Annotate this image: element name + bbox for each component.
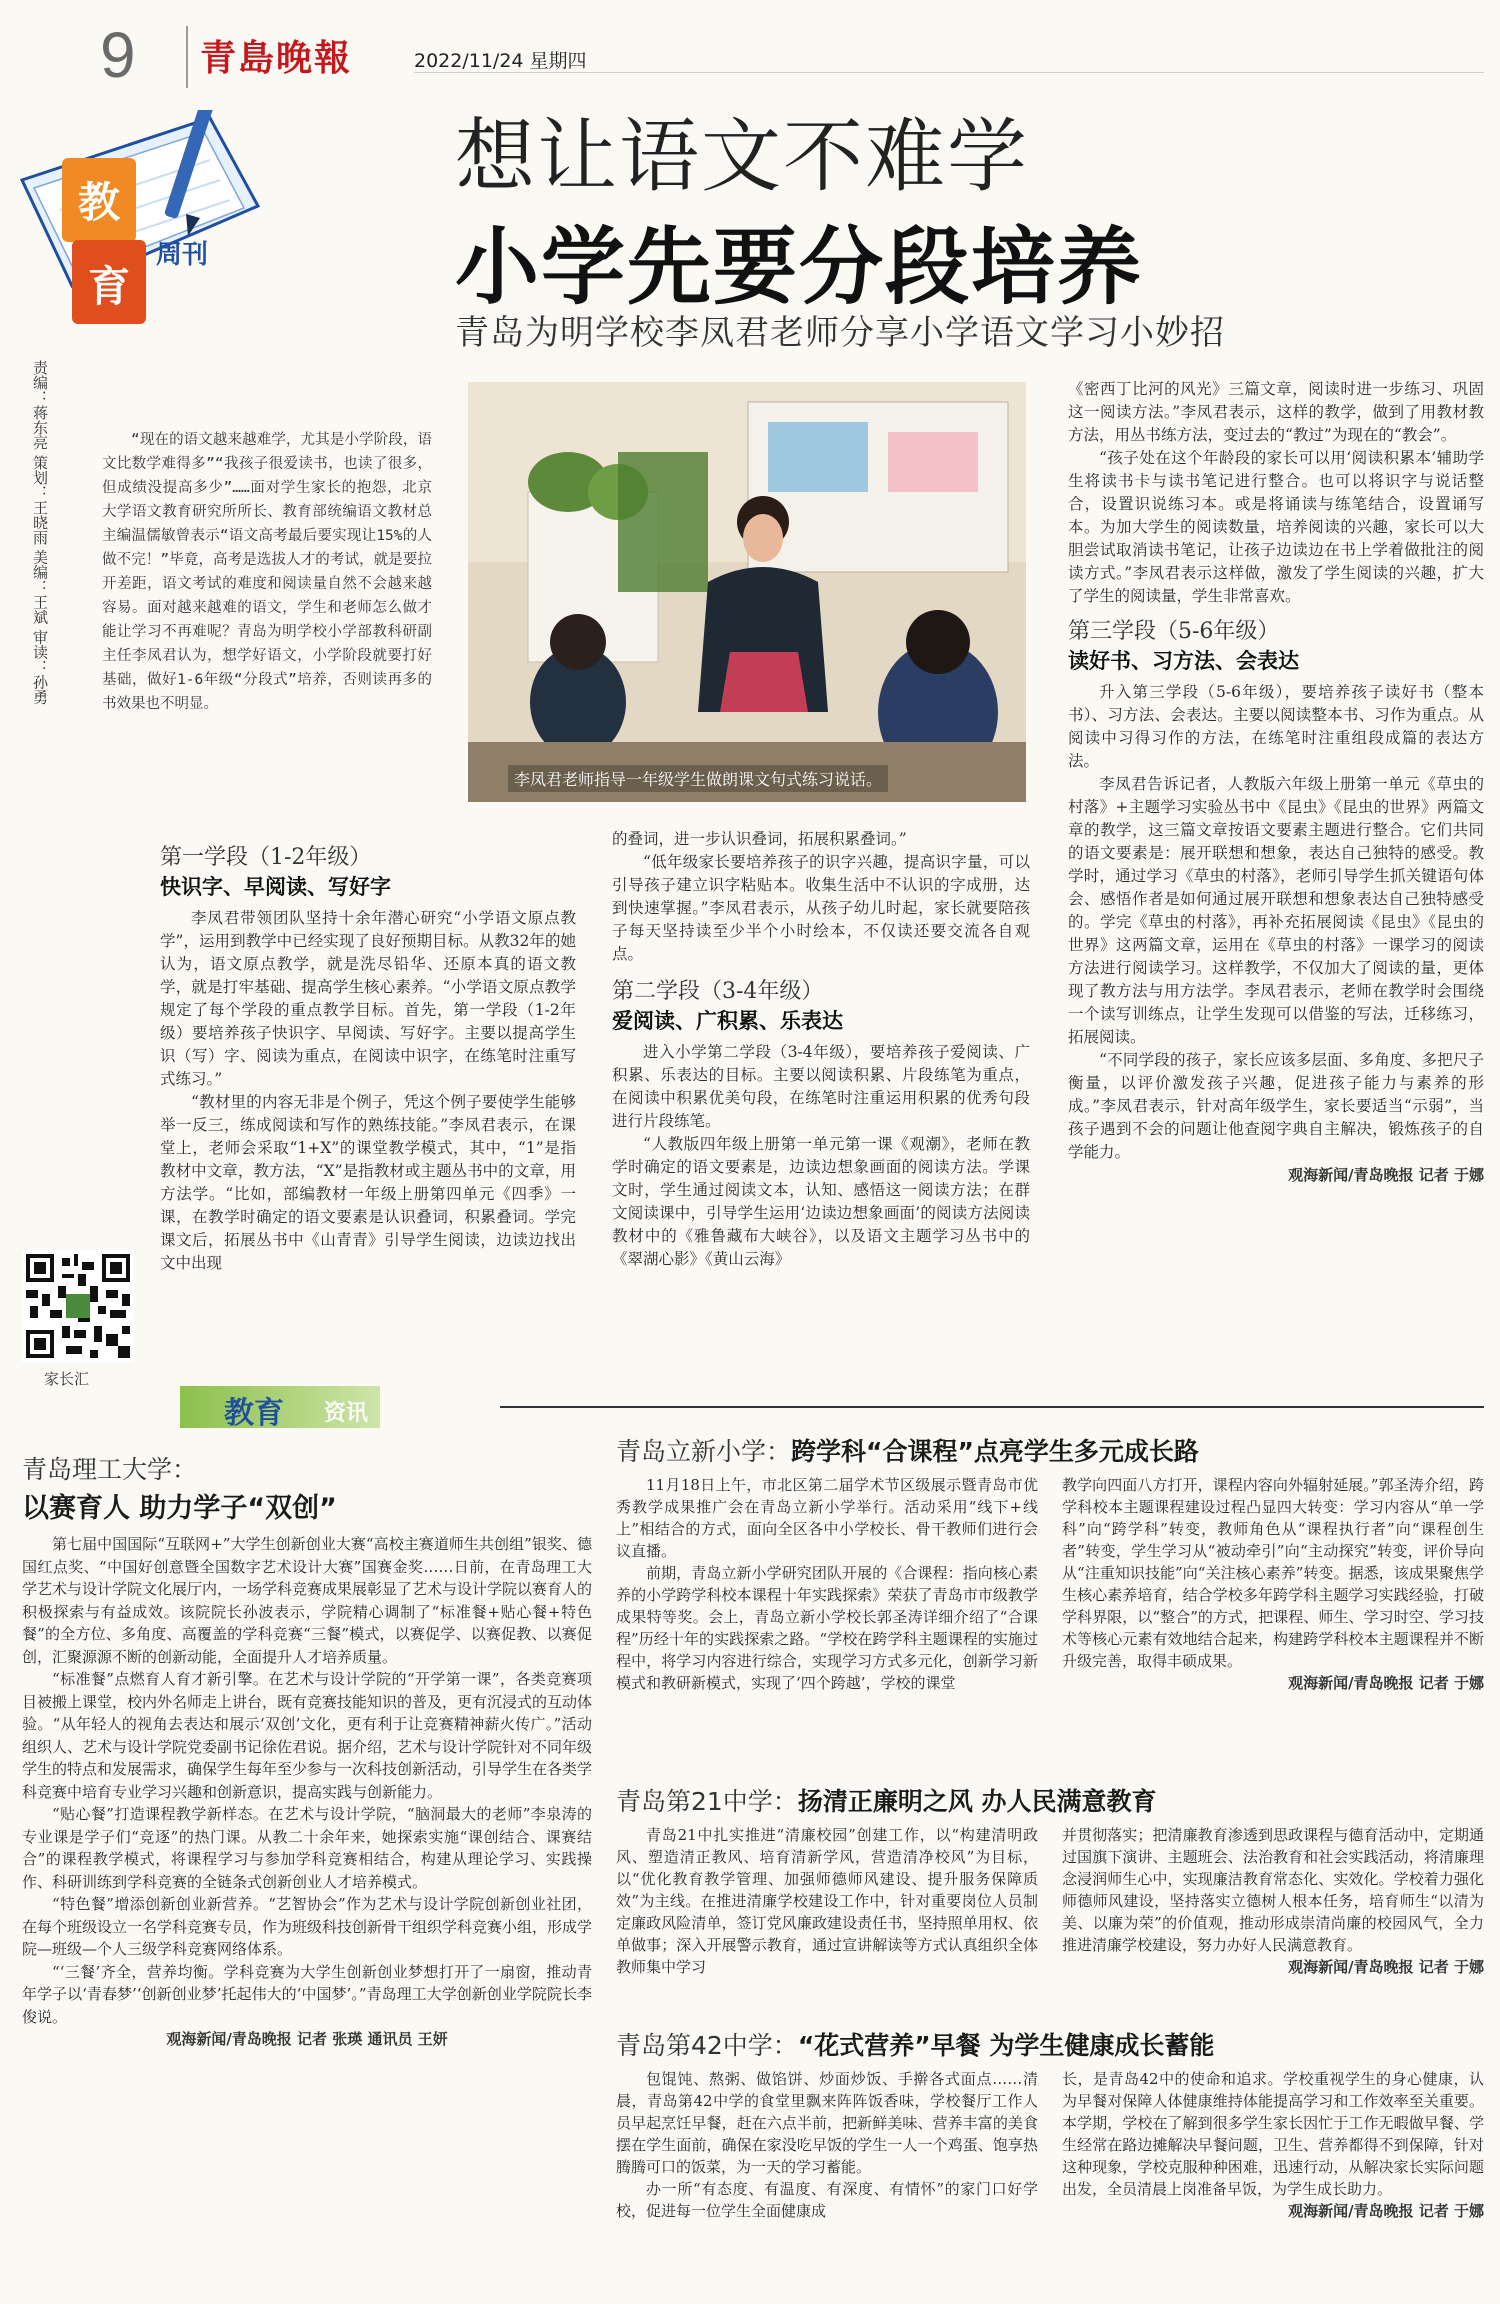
s2-continuation-paragraph: 《密西丁比河的风光》三篇文章，阅读时进一步练习、巩固这一阅读方法。”李凤君表示，这样的教学，做到了用教材教方法，用丛书练方法，变过去的“教过”为现在的“教会”。 [1068,380,1484,444]
dateline: 2022/11/24 星期四 [414,50,587,72]
article1-prefix: 青岛理工大学： [22,1455,198,1484]
article1-paragraph-2: “标准餐”点燃育人育才新引擎。在艺术与设计学院的“开学第一课”，各类竞赛项目被搬上课堂，校内外名师走上讲台，既有竞赛技能知识的普及，更有沉浸式的互动体验。“从年轻人的视角去表达和展示‘双创’文化，更有利于让竞赛精神薪火传广。”活动组织人、艺术与设计学院党委副书记徐佐君说。据介绍，艺术与设计学院针对不同年级学生的特点和发展需求，确保学生每年至少参与一次科技创新活动，引导学生在各类学科竞赛中培育专业学习兴趣和创新意识，提高实践与创新能力。 [22,1670,593,1801]
article2-paragraph-2: 前期，青岛立新小学研究团队开展的《合课程：指向核心素养的小学跨学科校本课程十年实践探索》荣获了青岛市市级教学成果特等奖。会上，青岛立新小学校长郭圣涛详细介绍了“合课程”历经十年的实践探索之路。“学校在跨学科主题课程的实施过程中，将学习内容进行综合，实现学习方式多元化，创新学习新模式和教研新模式，实现了‘四个跨越’，学校的课堂 [616,1564,1038,1692]
section3-heading: 读好书、习方法、会表达 [1068,649,1299,673]
section2-heading: 爱阅读、广积累、乐表达 [612,1009,843,1033]
article1-title: 以赛育人 助力学子“双创” [22,1493,337,1524]
article-column-2 [612,828,1030,1271]
band-rule [500,1406,1484,1408]
article1-paragraph-4: “特色餐”增添创新创业新营养。“艺智协会”作为艺术与设计学院创新创业社团，在每个班级设立一名学科竞赛专员，作为班级科技创新骨干组织学科竞赛小组，形成学院—班级—个人三级学科竞赛网络体系。 [22,1895,593,1958]
article2-paragraph-3: 教学向四面八方打开，课程内容向外辐射延展。”郭圣涛介绍，跨学科校本主题课程建设过程凸显四大转变：学习内容从“单一学科”向“跨学科”转变，教师角色从“课程执行者”向“课程创生者”转变，学生学习从“被动牵引”向“主动探究”转变，评价导向从“注重知识技能”向“关注核心素养”转变。据悉，该成果聚焦学生核心素养培育，结合学校多年跨学科主题学习实践经验，打破学科界限，以“整合”的方式，把课程、师生、学习时空、学习技术等核心元素有效地结合起来，构建跨学科校本主题课程并不断升级完善，取得丰硕成果。 [1062,1476,1484,1670]
qr-code-icon [22,1250,134,1362]
article4-body [616,2068,1484,2222]
article4-col-left [616,2068,1038,2222]
qr-label: 家长汇 [44,1370,90,1388]
article3-heading [616,1782,1484,1818]
article4-paragraph-2: 办一所“有态度、有温度、有深度、有情怀”的家门口好学校，促进每一位学生全面健康成 [616,2180,1038,2220]
article2-body [616,1474,1484,1694]
header-divider [186,26,188,88]
article2-prefix: 青岛立新小学： [616,1437,792,1466]
s1-continuation-paragraph: 的叠词，进一步认识叠词，拓展积累叠词。” [612,830,907,848]
band-subtitle: 资讯 [324,1401,369,1426]
s1-paragraph-2: “教材里的内容无非是个例子，凭这个例子要使学生能够举一反三，练成阅读和写作的熟练技能。”李凤君表示，在课堂上，老师会采取“1+X”的课堂教学模式，其中，“1”是指教材中文章，教方法，“X”是指教材或主题丛书中的文章，用方法学。“比如，部编教材一年级上册第四单元《四季》一课，在教学时确定的语文要素是认识叠词，积累叠词。学完课文后，拓展丛书中《山青青》引导学生阅读，边读边找出文中出现 [160,1093,576,1272]
news-article-3 [616,1782,1484,1978]
qr-code[interactable] [22,1250,134,1362]
article-byline: 观海新闻/青岛晚报 记者 于娜 [1288,1166,1484,1184]
editor-credits: 责编：蒋东亮 策划：王晓雨 美编：王斌 审读：孙勇 [31,360,49,705]
article3-title: 扬清正廉明之风 办人民满意教育 [797,1787,1157,1816]
section1-label: 第一学段（1-2年级） [160,845,372,870]
article3-paragraph-1: 青岛21中扎实推进“清廉校园”创建工作，以“构建清明政风、塑造清正教风、培育清新学风，营造清净校风”为目标，以“优化教育教学管理、加强师德师风建设、提升服务保障质效”为主线。在推进清廉学校建设工作中，针对重要岗位人员制定廉政风险清单，签订党风廉政建设责任书，坚持照单用权、依单做事；深入开展警示教育，通过宣讲解读等方式认真组织全体教师集中学习 [616,1826,1038,1976]
article2-col-right [1062,1474,1484,1694]
article3-body [616,1824,1484,1978]
article3-paragraph-2: 并贯彻落实；把清廉教育渗透到思政课程与德育活动中，定期通过国旗下演讲、主题班会、法治教育和社会实践活动，将清廉理念浸润师生心中，实现廉洁教育常态化、实效化。学校着力强化师德师风建设，坚持落实立德树人根本任务，培育师生“以清为美、以廉为荣”的价值观，推动形成崇清尚廉的校园风气，全力推进清廉学校建设，努力办好人民满意教育。 [1062,1826,1484,1954]
s1-paragraph-1: 李凤君带领团队坚持十余年潜心研究“小学语文原点教学”，运用到教学中已经实现了良好预期目标。从教32年的她认为，语文原点教学，就是洗尽铅华、还原本真的语文教学，就是打牢基础、提高学生核心素养。“小学语文原点教学规定了每个学段的重点教学目标。首先，第一学段（1-2年级）要培养孩子快识字、早阅读、写好字。主要以提高学生识（写）字、阅读为重点，在阅读中识字，在练笔时注重写式练习。” [160,909,576,1088]
article4-byline: 观海新闻/青岛晚报 记者 于娜 [1288,2202,1484,2220]
article4-title: “花式营养”早餐 为学生健康成长蓄能 [797,2031,1215,2060]
masthead: 青島晚報 [200,37,353,79]
s2-paragraph-1: 进入小学第二学段（3-4年级），要培养孩子爱阅读、广积累、乐表达的目标。主要以阅读积累、片段练笔为重点，在阅读中积累优美句段，在练笔时注重运用积累的优秀句段进行片段练笔。 [612,1043,1030,1130]
s2-paragraph-2: “人教版四年级上册第一单元第一课《观潮》，老师在教学时确定的语文要素是，边读边想象画面的阅读方法。学课文时，学生通过阅读文本，认知、感悟这一阅读方法；在群文阅读课中，引导学生运用‘边读边想象画面’的阅读方法阅读教材中的《雅鲁藏布大峡谷》，以及语文主题学习丛书中的《翠湖心影》《黄山云海》 [612,1135,1030,1268]
article4-paragraph-1: 包馄饨、熬粥、做馅饼、炒面炒饭、手擀各式面点……清晨，青岛第42中学的食堂里飘来阵阵饭香味，学校餐厅工作人员早起烹饪早餐，赶在六点半前，把新鲜美味、营养丰富的美食摆在学生面前，确保在家没吃早饭的学生一人一个鸡蛋、饱享热腾腾可口的饭菜，为一天的学习蓄能。 [616,2070,1038,2176]
s3-paragraph-1: 升入第三学段（5-6年级），要培养孩子读好书（整本书）、习方法、会表达。主要以阅读整本书、习作为重点。从阅读中习得习作的方法，在练笔时注重组段成篇的表达方法。 [1068,683,1484,770]
news-article-2 [616,1432,1484,1694]
education-news-band [180,1386,1484,1431]
article3-col-left [616,1824,1038,1978]
notebook-pen-icon [14,110,274,360]
logo-weekly: 周刊 [156,240,209,270]
classroom-photo-image [468,382,1026,802]
article2-heading [616,1432,1484,1468]
headline-line2: 小学先要分段培养 [455,218,1144,316]
article1-byline: 观海新闻/青岛晚报 记者 张瑛 通讯员 王妍 [166,2030,448,2048]
news-article-4 [616,2026,1484,2222]
logo-char-yu: 育 [88,262,131,311]
classroom-photo [468,382,1026,802]
section3-label: 第三学段（5-6年级） [1068,619,1280,644]
header-rule [414,72,1484,73]
article1-paragraph-5: “‘三餐’齐全，营养均衡。学科竞赛为大学生创新创业梦想打开了一扇窗，推动青年学子以‘青春梦’‘创新创业梦’托起伟大的‘中国梦’。”青岛理工大学创新创业学院院长李俊说。 [22,1962,592,2026]
article3-prefix: 青岛第21中学： [616,1787,798,1816]
article-column-1 [160,840,576,1275]
article1-paragraph-1: 第七届中国国际“互联网+”大学生创新创业大赛“高校主赛道师生共创组”银奖、德国红点奖、“中国好创意暨全国数字艺术设计大赛”国赛金奖……日前，在青岛理工大学艺术与设计学院文化展厅内，一场学科竞赛成果展彰显了艺术与设计学院以赛育人的积极探索与有益成效。该院院长孙波表示，学院精心调制了“标准餐+贴心餐+特色餐”的全方位、多角度、高覆盖的学科竞赛“三餐”模式，以赛促学、以赛促教、以赛促创，汇聚源源不断的创新动能，全面提升人才培养质量。 [22,1535,593,1666]
article-column-right-top [1068,378,1484,1185]
article2-title: 跨学科“合课程”点亮学生多元成长路 [791,1437,1199,1466]
intro-paragraph: “现在的语文越来越难学，尤其是小学阶段，语文比数学难得多”“我孩子很爱读书，也读了很多，但成绩没提高多少”……面对学生家长的抱怨，北京大学语文教育研究所所长、教育部统编语文教材总主编温儒敏曾表示“语文高考最后要实现让15%的人做不完！”毕竟，高考是选拔人才的考试，就是要拉开差距，语文考试的难度和阅读量自然不会越来越容易。面对越来越难的语文，学生和老师怎么做才能让学习不再难呢？青岛为明学校小学部教科研副主任李凤君认为，想学好语文，小学阶段就要打好基础，做好1-6年级“分段式”培养，否则读再多的书效果也不明显。 [102,432,432,712]
article3-byline: 观海新闻/青岛晚报 记者 于娜 [1288,1958,1484,1976]
article4-prefix: 青岛第42中学： [616,2031,798,2060]
article2-byline: 观海新闻/青岛晚报 记者 于娜 [1288,1674,1484,1692]
news-article-1 [22,1450,592,2049]
article1-paragraph-3: “贴心餐”打造课程教学新样态。在艺术与设计学院，“脑洞最大的老师”李泉涛的专业课是学子们“竞逐”的热门课。从教二十余年来，她探索实施“课创结合、课赛结合”的课程教学模式，将课程学习与参加学科竞赛相结合，构建从理论学习、实践操作、科研训练到学科竞赛的全链条式创新创业人才培养模式。 [22,1805,592,1891]
s2-paragraph-4: “孩子处在这个年龄段的家长可以用‘阅读积累本’辅助学生将读书卡与读书笔记进行整合。也可以将识字与说话整合，设置识说练习本。或是将诵读与练笔结合，设置诵写本。为加大学生的阅读数量，培养阅读的兴趣，家长可以大胆尝试取消读书笔记，让孩子边读边在书上学着做批注的阅读方式。”李凤君表示这样做，激发了学生阅读的兴趣，扩大了学生的阅读量，学生非常喜欢。 [1068,449,1484,605]
photo-caption: 李凤君老师指导一年级学生做朗课文句式练习说话。 [508,765,888,792]
s3-paragraph-2: 李凤君告诉记者，人教版六年级上册第一单元《草虫的村落》+主题学习实验丛书中《昆虫》《昆虫的世界》两篇文章的教学，这三篇文章按语文要素主题进行整合。它们共同的语文要素是：展开联想和想象，表达自己独特的感受。教学时，通过学习《草虫的村落》，老师引导学生抓关键语句体会、感悟作者是如何通过展开联想和想象表达自己独特感受的。学完《草虫的村落》，再补充拓展阅读《昆虫》《昆虫的世界》这两篇文章，运用在《草虫的村落》一课学习的阅读方法进行阅读学习。这样教学，不仅加大了阅读的量，更体现了教方法与用方法学。李凤君表示，老师在教学时会围绕一个读写训练点，让学生发现可以借鉴的写法，迁移练习，拓展阅读。 [1068,775,1484,1046]
article3-col-right [1062,1824,1484,1978]
logo-char-jiao: 教 [78,178,121,227]
s1-paragraph-4: “低年级家长要培养孩子的识字兴趣，提高识字量，可以引导孩子建立识字粘贴本。收集生活中不认识的字成册，达到快速掌握。”李凤君表示，从孩子幼儿时起，家长就要陪孩子每天坚持读至少半个小时绘本，不仅读还要交流各自观点。 [612,853,1030,963]
section1-heading: 快识字、早阅读、写好字 [160,875,391,899]
article4-col-right [1062,2068,1484,2222]
page-number: 9 [100,19,136,91]
article4-paragraph-3: 长，是青岛42中的使命和追求。学校重视学生的身心健康，认为早餐对保障人体健康维持体能提高学习和工作效率至关重要。本学期，学校在了解到很多学生家长因忙于工作无暇做早餐、学生经常在路边摊解决早餐问题，卫生、营养都得不到保障，针对这种现象，学校克服种种困难，迅速行动，从解决家长实际问题出发，全员清晨上岗准备早饭，为学生成长助力。 [1062,2070,1484,2198]
education-weekly-logo [14,110,274,360]
band-title: 教育 [224,1396,284,1431]
section2-label: 第二学段（3-4年级） [612,979,824,1004]
article4-heading [616,2026,1484,2062]
article2-paragraph-1: 11月18日上午，市北区第二届学术节区级展示暨青岛市优秀教学成果推广会在青岛立新小学举行。活动采用“线下+线上”相结合的方式，面向全区各中小学校长、骨干教师们进行会议直播。 [616,1476,1038,1560]
headline-line1: 想让语文不难学 [455,110,1029,203]
headline-subtitle: 青岛为明学校李凤君老师分享小学语文学习小妙招 [455,313,1225,353]
article2-col-left [616,1474,1038,1694]
s3-paragraph-3: “不同学段的孩子，家长应该多层面、多角度、多把尺子衡量，以评价激发孩子兴趣，促进孩子能力与素养的形成。”李凤君表示，针对高年级学生，家长要适当“示弱”，当孩子遇到不会的问题让他查阅字典自主解决，锻炼孩子的自学能力。 [1068,1051,1484,1161]
